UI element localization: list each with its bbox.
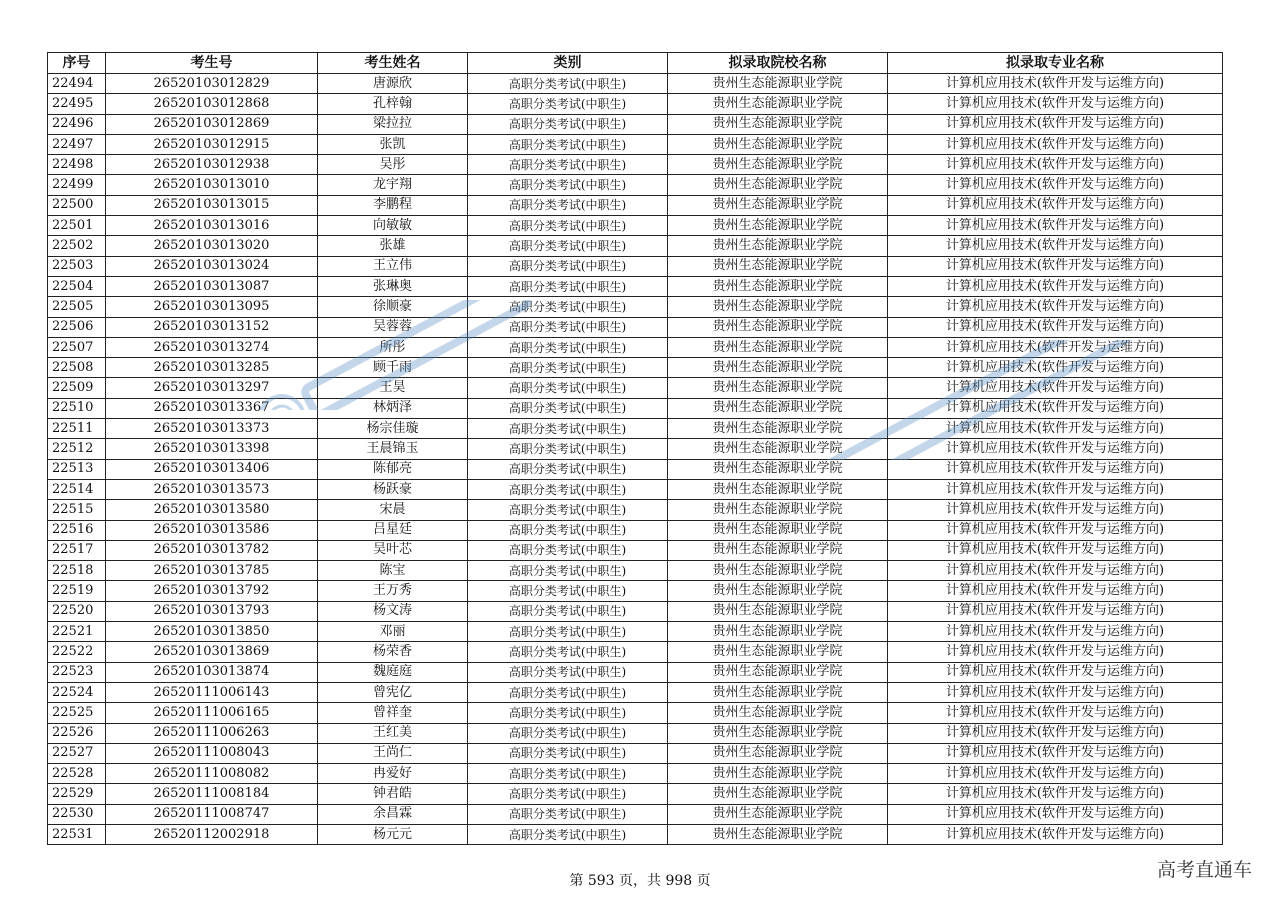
row-exam-number: 26520103013373	[106, 419, 318, 439]
row-category: 高职分类考试(中职生)	[468, 743, 668, 763]
row-seq: 22511	[48, 419, 106, 439]
row-seq: 22519	[48, 581, 106, 601]
row-school: 贵州生态能源职业学院	[668, 703, 888, 723]
row-school: 贵州生态能源职业学院	[668, 682, 888, 702]
row-exam-number: 26520103013785	[106, 561, 318, 581]
row-major: 计算机应用技术(软件开发与运维方向)	[888, 479, 1223, 499]
table-row	[48, 134, 1223, 154]
row-major: 计算机应用技术(软件开发与运维方向)	[888, 622, 1223, 642]
row-student-name: 所彤	[318, 337, 468, 357]
row-school: 贵州生态能源职业学院	[668, 195, 888, 215]
row-category: 高职分类考试(中职生)	[468, 662, 668, 682]
row-category: 高职分类考试(中职生)	[468, 155, 668, 175]
row-student-name: 邓丽	[318, 622, 468, 642]
row-exam-number: 26520103012868	[106, 94, 318, 114]
row-category: 高职分类考试(中职生)	[468, 459, 668, 479]
row-school: 贵州生态能源职业学院	[668, 398, 888, 418]
row-seq: 22507	[48, 337, 106, 357]
row-exam-number: 26520103012915	[106, 134, 318, 154]
row-exam-number: 26520103013297	[106, 378, 318, 398]
table-row	[48, 743, 1223, 763]
row-student-name: 杨跃豪	[318, 479, 468, 499]
row-exam-number: 26520103013285	[106, 358, 318, 378]
row-seq: 22502	[48, 236, 106, 256]
row-exam-number: 26520111006263	[106, 723, 318, 743]
row-major: 计算机应用技术(软件开发与运维方向)	[888, 195, 1223, 215]
row-school: 贵州生态能源职业学院	[668, 175, 888, 195]
row-category: 高职分类考试(中职生)	[468, 540, 668, 560]
table-row	[48, 94, 1223, 114]
row-school: 贵州生态能源职业学院	[668, 134, 888, 154]
table-row	[48, 439, 1223, 459]
table-row	[48, 317, 1223, 337]
row-student-name: 吴叶芯	[318, 540, 468, 560]
row-exam-number: 26520103013367	[106, 398, 318, 418]
row-school: 贵州生态能源职业学院	[668, 743, 888, 763]
admission-table-container	[47, 52, 1222, 845]
row-school: 贵州生态能源职业学院	[668, 824, 888, 844]
header-school: 拟录取院校名称	[668, 53, 888, 74]
row-major: 计算机应用技术(软件开发与运维方向)	[888, 419, 1223, 439]
row-student-name: 王昊	[318, 378, 468, 398]
row-category: 高职分类考试(中职生)	[468, 479, 668, 499]
row-category: 高职分类考试(中职生)	[468, 195, 668, 215]
row-seq: 22531	[48, 824, 106, 844]
row-category: 高职分类考试(中职生)	[468, 784, 668, 804]
row-student-name: 杨荣香	[318, 642, 468, 662]
row-student-name: 王晨锦玉	[318, 439, 468, 459]
row-student-name: 王万秀	[318, 581, 468, 601]
row-school: 贵州生态能源职业学院	[668, 804, 888, 824]
row-school: 贵州生态能源职业学院	[668, 378, 888, 398]
row-exam-number: 26520103013274	[106, 337, 318, 357]
row-category: 高职分类考试(中职生)	[468, 378, 668, 398]
row-seq: 22495	[48, 94, 106, 114]
row-major: 计算机应用技术(软件开发与运维方向)	[888, 94, 1223, 114]
row-seq: 22510	[48, 398, 106, 418]
row-exam-number: 26520103013152	[106, 317, 318, 337]
row-exam-number: 26520111008747	[106, 804, 318, 824]
row-major: 计算机应用技术(软件开发与运维方向)	[888, 764, 1223, 784]
row-category: 高职分类考试(中职生)	[468, 439, 668, 459]
table-body	[48, 74, 1223, 845]
row-school: 贵州生态能源职业学院	[668, 337, 888, 357]
row-student-name: 杨宗佳璇	[318, 419, 468, 439]
row-exam-number: 26520103013869	[106, 642, 318, 662]
row-exam-number: 26520103013874	[106, 662, 318, 682]
row-major: 计算机应用技术(软件开发与运维方向)	[888, 439, 1223, 459]
row-category: 高职分类考试(中职生)	[468, 601, 668, 621]
row-student-name: 孔梓翰	[318, 94, 468, 114]
row-student-name: 龙宇翔	[318, 175, 468, 195]
row-exam-number: 26520103013016	[106, 216, 318, 236]
row-seq: 22504	[48, 276, 106, 296]
row-school: 贵州生态能源职业学院	[668, 439, 888, 459]
row-seq: 22500	[48, 195, 106, 215]
row-student-name: 王尚仁	[318, 743, 468, 763]
row-major: 计算机应用技术(软件开发与运维方向)	[888, 581, 1223, 601]
table-row	[48, 500, 1223, 520]
table-row	[48, 358, 1223, 378]
row-category: 高职分类考试(中职生)	[468, 297, 668, 317]
row-seq: 22508	[48, 358, 106, 378]
table-row	[48, 703, 1223, 723]
row-category: 高职分类考试(中职生)	[468, 723, 668, 743]
row-major: 计算机应用技术(软件开发与运维方向)	[888, 743, 1223, 763]
row-seq: 22499	[48, 175, 106, 195]
row-student-name: 陈郁亮	[318, 459, 468, 479]
row-seq: 22516	[48, 520, 106, 540]
table-row	[48, 601, 1223, 621]
row-exam-number: 26520111006143	[106, 682, 318, 702]
table-row	[48, 682, 1223, 702]
row-major: 计算机应用技术(软件开发与运维方向)	[888, 175, 1223, 195]
row-category: 高职分类考试(中职生)	[468, 317, 668, 337]
row-seq: 22518	[48, 561, 106, 581]
table-row	[48, 297, 1223, 317]
row-school: 贵州生态能源职业学院	[668, 662, 888, 682]
row-major: 计算机应用技术(软件开发与运维方向)	[888, 337, 1223, 357]
table-row	[48, 419, 1223, 439]
row-school: 贵州生态能源职业学院	[668, 256, 888, 276]
row-exam-number: 26520103013010	[106, 175, 318, 195]
header-exam-number: 考生号	[106, 53, 318, 74]
table-row	[48, 216, 1223, 236]
row-category: 高职分类考试(中职生)	[468, 703, 668, 723]
row-student-name: 向敏敏	[318, 216, 468, 236]
row-seq: 22515	[48, 500, 106, 520]
row-school: 贵州生态能源职业学院	[668, 479, 888, 499]
row-major: 计算机应用技术(软件开发与运维方向)	[888, 561, 1223, 581]
row-seq: 22506	[48, 317, 106, 337]
row-category: 高职分类考试(中职生)	[468, 804, 668, 824]
row-student-name: 杨元元	[318, 824, 468, 844]
header-seq: 序号	[48, 53, 106, 74]
row-school: 贵州生态能源职业学院	[668, 94, 888, 114]
row-category: 高职分类考试(中职生)	[468, 256, 668, 276]
row-school: 贵州生态能源职业学院	[668, 764, 888, 784]
row-major: 计算机应用技术(软件开发与运维方向)	[888, 500, 1223, 520]
table-row	[48, 581, 1223, 601]
table-row	[48, 622, 1223, 642]
row-category: 高职分类考试(中职生)	[468, 74, 668, 94]
row-student-name: 吴彤	[318, 155, 468, 175]
table-row	[48, 256, 1223, 276]
table-row	[48, 276, 1223, 296]
row-student-name: 顾千雨	[318, 358, 468, 378]
row-seq: 22514	[48, 479, 106, 499]
row-student-name: 张凯	[318, 134, 468, 154]
row-school: 贵州生态能源职业学院	[668, 540, 888, 560]
row-student-name: 王立伟	[318, 256, 468, 276]
row-seq: 22530	[48, 804, 106, 824]
row-student-name: 钟君皓	[318, 784, 468, 804]
row-major: 计算机应用技术(软件开发与运维方向)	[888, 520, 1223, 540]
table-row	[48, 662, 1223, 682]
header-major: 拟录取专业名称	[888, 53, 1223, 74]
row-category: 高职分类考试(中职生)	[468, 581, 668, 601]
row-major: 计算机应用技术(软件开发与运维方向)	[888, 723, 1223, 743]
row-school: 贵州生态能源职业学院	[668, 216, 888, 236]
row-student-name: 曾祥奎	[318, 703, 468, 723]
row-student-name: 徐顺豪	[318, 297, 468, 317]
header-row	[48, 53, 1223, 74]
row-exam-number: 26520111006165	[106, 703, 318, 723]
table-row	[48, 824, 1223, 844]
row-seq: 22497	[48, 134, 106, 154]
row-category: 高职分类考试(中职生)	[468, 520, 668, 540]
table-row	[48, 236, 1223, 256]
table-row	[48, 520, 1223, 540]
row-exam-number: 26520103012938	[106, 155, 318, 175]
row-exam-number: 26520103012829	[106, 74, 318, 94]
row-exam-number: 26520103012869	[106, 114, 318, 134]
row-exam-number: 26520103013792	[106, 581, 318, 601]
row-category: 高职分类考试(中职生)	[468, 824, 668, 844]
row-major: 计算机应用技术(软件开发与运维方向)	[888, 784, 1223, 804]
row-major: 计算机应用技术(软件开发与运维方向)	[888, 804, 1223, 824]
table-row	[48, 175, 1223, 195]
row-major: 计算机应用技术(软件开发与运维方向)	[888, 398, 1223, 418]
row-student-name: 魏庭庭	[318, 662, 468, 682]
table-row	[48, 561, 1223, 581]
table-row	[48, 337, 1223, 357]
row-category: 高职分类考试(中职生)	[468, 358, 668, 378]
row-major: 计算机应用技术(软件开发与运维方向)	[888, 662, 1223, 682]
row-student-name: 王红美	[318, 723, 468, 743]
row-school: 贵州生态能源职业学院	[668, 723, 888, 743]
table-row	[48, 540, 1223, 560]
row-seq: 22522	[48, 642, 106, 662]
row-seq: 22528	[48, 764, 106, 784]
row-category: 高职分类考试(中职生)	[468, 398, 668, 418]
row-major: 计算机应用技术(软件开发与运维方向)	[888, 256, 1223, 276]
row-major: 计算机应用技术(软件开发与运维方向)	[888, 155, 1223, 175]
row-exam-number: 26520103013782	[106, 540, 318, 560]
row-school: 贵州生态能源职业学院	[668, 500, 888, 520]
row-major: 计算机应用技术(软件开发与运维方向)	[888, 540, 1223, 560]
row-major: 计算机应用技术(软件开发与运维方向)	[888, 824, 1223, 844]
row-category: 高职分类考试(中职生)	[468, 622, 668, 642]
table-row	[48, 723, 1223, 743]
row-seq: 22498	[48, 155, 106, 175]
row-student-name: 余昌霖	[318, 804, 468, 824]
row-school: 贵州生态能源职业学院	[668, 236, 888, 256]
row-seq: 22494	[48, 74, 106, 94]
row-category: 高职分类考试(中职生)	[468, 642, 668, 662]
admission-table	[47, 52, 1223, 845]
row-seq: 22520	[48, 601, 106, 621]
row-major: 计算机应用技术(软件开发与运维方向)	[888, 378, 1223, 398]
row-student-name: 吕星廷	[318, 520, 468, 540]
row-seq: 22517	[48, 540, 106, 560]
row-category: 高职分类考试(中职生)	[468, 419, 668, 439]
row-student-name: 张琳奥	[318, 276, 468, 296]
row-student-name: 唐源欣	[318, 74, 468, 94]
row-seq: 22527	[48, 743, 106, 763]
row-major: 计算机应用技术(软件开发与运维方向)	[888, 601, 1223, 621]
brand-logo-text: 高考直通车	[1156, 859, 1252, 881]
row-student-name: 林炳泽	[318, 398, 468, 418]
row-category: 高职分类考试(中职生)	[468, 276, 668, 296]
table-row	[48, 479, 1223, 499]
row-major: 计算机应用技术(软件开发与运维方向)	[888, 114, 1223, 134]
page-number: 第 593 页，共 998 页	[569, 873, 711, 889]
row-seq: 22529	[48, 784, 106, 804]
row-school: 贵州生态能源职业学院	[668, 561, 888, 581]
table-row	[48, 74, 1223, 94]
row-major: 计算机应用技术(软件开发与运维方向)	[888, 642, 1223, 662]
row-exam-number: 26520111008043	[106, 743, 318, 763]
row-exam-number: 26520103013087	[106, 276, 318, 296]
row-major: 计算机应用技术(软件开发与运维方向)	[888, 358, 1223, 378]
row-seq: 22501	[48, 216, 106, 236]
row-seq: 22525	[48, 703, 106, 723]
table-row	[48, 155, 1223, 175]
row-exam-number: 26520103013406	[106, 459, 318, 479]
row-exam-number: 26520103013015	[106, 195, 318, 215]
row-major: 计算机应用技术(软件开发与运维方向)	[888, 134, 1223, 154]
row-school: 贵州生态能源职业学院	[668, 459, 888, 479]
row-seq: 22513	[48, 459, 106, 479]
row-school: 贵州生态能源职业学院	[668, 419, 888, 439]
row-student-name: 冉爱好	[318, 764, 468, 784]
table-row	[48, 642, 1223, 662]
row-category: 高职分类考试(中职生)	[468, 134, 668, 154]
row-school: 贵州生态能源职业学院	[668, 520, 888, 540]
row-category: 高职分类考试(中职生)	[468, 114, 668, 134]
header-student-name: 考生姓名	[318, 53, 468, 74]
row-exam-number: 26520103013580	[106, 500, 318, 520]
row-school: 贵州生态能源职业学院	[668, 155, 888, 175]
row-category: 高职分类考试(中职生)	[468, 337, 668, 357]
row-school: 贵州生态能源职业学院	[668, 601, 888, 621]
row-school: 贵州生态能源职业学院	[668, 317, 888, 337]
row-major: 计算机应用技术(软件开发与运维方向)	[888, 216, 1223, 236]
row-seq: 22526	[48, 723, 106, 743]
row-student-name: 李鹏程	[318, 195, 468, 215]
table-row	[48, 398, 1223, 418]
row-school: 贵州生态能源职业学院	[668, 784, 888, 804]
row-exam-number: 26520103013850	[106, 622, 318, 642]
table-row	[48, 764, 1223, 784]
header-category: 类别	[468, 53, 668, 74]
row-seq: 22512	[48, 439, 106, 459]
row-exam-number: 26520103013024	[106, 256, 318, 276]
row-major: 计算机应用技术(软件开发与运维方向)	[888, 297, 1223, 317]
table-row	[48, 804, 1223, 824]
row-exam-number: 26520103013020	[106, 236, 318, 256]
table-row	[48, 114, 1223, 134]
row-seq: 22523	[48, 662, 106, 682]
row-student-name: 杨文涛	[318, 601, 468, 621]
row-school: 贵州生态能源职业学院	[668, 114, 888, 134]
row-major: 计算机应用技术(软件开发与运维方向)	[888, 682, 1223, 702]
table-row	[48, 195, 1223, 215]
table-row	[48, 378, 1223, 398]
row-category: 高职分类考试(中职生)	[468, 175, 668, 195]
row-student-name: 吴蓉蓉	[318, 317, 468, 337]
row-student-name: 宋晨	[318, 500, 468, 520]
row-school: 贵州生态能源职业学院	[668, 297, 888, 317]
row-seq: 22524	[48, 682, 106, 702]
row-exam-number: 26520103013095	[106, 297, 318, 317]
row-student-name: 梁拉拉	[318, 114, 468, 134]
row-school: 贵州生态能源职业学院	[668, 74, 888, 94]
row-category: 高职分类考试(中职生)	[468, 236, 668, 256]
row-seq: 22503	[48, 256, 106, 276]
row-school: 贵州生态能源职业学院	[668, 358, 888, 378]
row-category: 高职分类考试(中职生)	[468, 216, 668, 236]
row-exam-number: 26520111008184	[106, 784, 318, 804]
row-major: 计算机应用技术(软件开发与运维方向)	[888, 74, 1223, 94]
table-row	[48, 784, 1223, 804]
row-exam-number: 26520103013586	[106, 520, 318, 540]
row-category: 高职分类考试(中职生)	[468, 764, 668, 784]
row-school: 贵州生态能源职业学院	[668, 581, 888, 601]
row-major: 计算机应用技术(软件开发与运维方向)	[888, 276, 1223, 296]
row-major: 计算机应用技术(软件开发与运维方向)	[888, 236, 1223, 256]
row-exam-number: 26520103013573	[106, 479, 318, 499]
row-school: 贵州生态能源职业学院	[668, 622, 888, 642]
row-seq: 22521	[48, 622, 106, 642]
row-seq: 22509	[48, 378, 106, 398]
row-student-name: 张雄	[318, 236, 468, 256]
row-exam-number: 26520112002918	[106, 824, 318, 844]
row-exam-number: 26520111008082	[106, 764, 318, 784]
row-category: 高职分类考试(中职生)	[468, 682, 668, 702]
row-category: 高职分类考试(中职生)	[468, 94, 668, 114]
row-student-name: 陈宝	[318, 561, 468, 581]
row-major: 计算机应用技术(软件开发与运维方向)	[888, 317, 1223, 337]
row-exam-number: 26520103013793	[106, 601, 318, 621]
row-seq: 22505	[48, 297, 106, 317]
row-category: 高职分类考试(中职生)	[468, 500, 668, 520]
row-school: 贵州生态能源职业学院	[668, 642, 888, 662]
row-student-name: 曾宪亿	[318, 682, 468, 702]
row-seq: 22496	[48, 114, 106, 134]
row-exam-number: 26520103013398	[106, 439, 318, 459]
row-major: 计算机应用技术(软件开发与运维方向)	[888, 703, 1223, 723]
row-category: 高职分类考试(中职生)	[468, 561, 668, 581]
row-school: 贵州生态能源职业学院	[668, 276, 888, 296]
table-row	[48, 459, 1223, 479]
row-major: 计算机应用技术(软件开发与运维方向)	[888, 459, 1223, 479]
table-header	[48, 53, 1223, 74]
